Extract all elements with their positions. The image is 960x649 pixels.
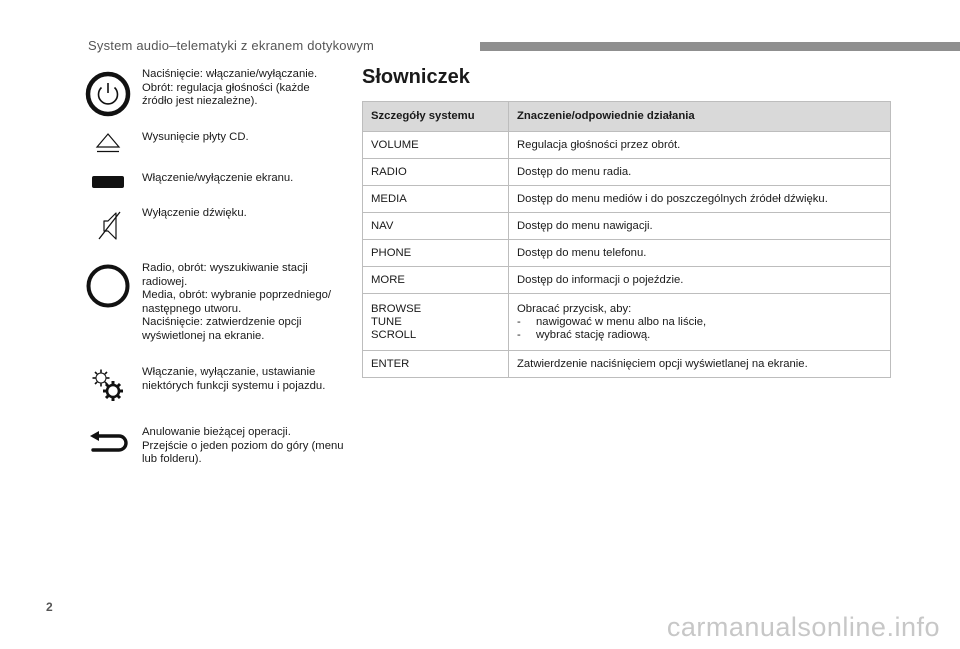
table-row	[363, 132, 891, 159]
screen-toggle-icon	[78, 172, 138, 192]
control-desc-settings	[142, 366, 347, 393]
desc-line: niektórych funkcji systemu i pojazdu.	[142, 379, 326, 392]
table-row	[363, 294, 891, 351]
control-desc-knob	[142, 262, 347, 344]
desc-line: źródło jest niezależne).	[142, 95, 258, 108]
bullet-text: nawigować w menu albo na liście,	[536, 316, 707, 328]
bullet-text: wybrać stację radiową.	[536, 329, 651, 341]
control-desc-eject	[142, 131, 347, 145]
desc-line: radiowej.	[142, 275, 188, 288]
desc-line: Radio, obrót: wyszukiwanie stacji	[142, 262, 308, 274]
desc-line: Anulowanie bieżącej operacji.	[142, 426, 291, 438]
row-keys	[363, 294, 509, 351]
row-value: Dostęp do menu mediów i do poszczególnych źródeł dźwięku.	[509, 186, 891, 213]
mute-icon	[78, 207, 138, 245]
control-desc-power	[142, 68, 347, 109]
row-value	[509, 294, 891, 351]
desc-line: Przejście o jeden poziom do góry (menu	[142, 439, 344, 452]
column-header-meaning: Znaczenie/odpowiednie działania	[509, 102, 891, 132]
table-row	[363, 159, 891, 186]
desc-line: Wyłączenie dźwięku.	[142, 207, 247, 219]
desc-line: wyświetlonej na ekranie.	[142, 329, 265, 342]
control-item-eject	[78, 131, 348, 155]
row-key: SCROLL	[371, 329, 417, 341]
control-desc-mute	[142, 207, 347, 221]
desc-line: lub folderu).	[142, 453, 202, 466]
row-value: Dostęp do informacji o pojeździe.	[509, 267, 891, 294]
desc-line: następnego utworu.	[142, 302, 242, 315]
desc-line: Obrót: regulacja głośności (każde	[142, 81, 310, 94]
control-item-screen	[78, 172, 348, 192]
table-row	[363, 351, 891, 378]
row-key: PHONE	[363, 240, 509, 267]
row-key: VOLUME	[363, 132, 509, 159]
control-item-knob	[78, 262, 348, 352]
desc-line: Włączanie, wyłączanie, ustawianie	[142, 366, 316, 378]
control-item-power	[78, 68, 348, 118]
power-button-icon	[78, 70, 138, 118]
row-intro: Obracać przycisk, aby:	[517, 303, 632, 315]
glossary-table	[362, 101, 891, 378]
settings-gears-icon	[78, 366, 138, 404]
control-item-back	[78, 426, 348, 470]
row-value: Dostęp do menu radia.	[509, 159, 891, 186]
bullet-mark: -	[517, 329, 521, 341]
bullet-item	[517, 316, 882, 329]
row-value: Zatwierdzenie naciśnięciem opcji wyświetlanej na ekranie.	[509, 351, 891, 378]
table-row	[363, 240, 891, 267]
table-header-row	[363, 102, 891, 132]
table-row	[363, 186, 891, 213]
bullet-mark: -	[517, 316, 521, 328]
bullet-item	[517, 329, 882, 342]
control-item-settings	[78, 366, 348, 402]
control-desc-screen	[142, 172, 347, 186]
header-bar	[480, 42, 960, 51]
desc-line: Naciśnięcie: zatwierdzenie opcji	[142, 316, 302, 329]
control-item-mute	[78, 207, 348, 245]
desc-line: Media, obrót: wybranie poprzedniego/	[142, 289, 332, 302]
desc-line: Włączenie/wyłączenie ekranu.	[142, 172, 294, 184]
row-key: MORE	[363, 267, 509, 294]
page-number: 2	[46, 600, 53, 614]
glossary-title: Słowniczek	[362, 66, 470, 88]
row-key: BROWSE	[371, 303, 422, 315]
desc-line: Naciśnięcie: włączanie/wyłączanie.	[142, 68, 318, 80]
row-value: Dostęp do menu nawigacji.	[509, 213, 891, 240]
row-key: ENTER	[363, 351, 509, 378]
rotary-knob-icon	[78, 264, 138, 308]
column-header-system: Szczegóły systemu	[363, 102, 509, 132]
back-arrow-icon	[78, 428, 138, 458]
row-value: Regulacja głośności przez obrót.	[509, 132, 891, 159]
table-row	[363, 213, 891, 240]
watermark-text: carmanualsonline.info	[666, 612, 940, 642]
row-key: TUNE	[371, 316, 402, 328]
row-key: MEDIA	[363, 186, 509, 213]
table-row	[363, 267, 891, 294]
row-key: NAV	[363, 213, 509, 240]
control-desc-back	[142, 426, 347, 467]
desc-line: Wysunięcie płyty CD.	[142, 131, 249, 143]
row-key: RADIO	[363, 159, 509, 186]
header-title: System audio–telematyki z ekranem dotykowym	[88, 38, 375, 53]
row-value: Dostęp do menu telefonu.	[509, 240, 891, 267]
eject-icon	[78, 131, 138, 155]
